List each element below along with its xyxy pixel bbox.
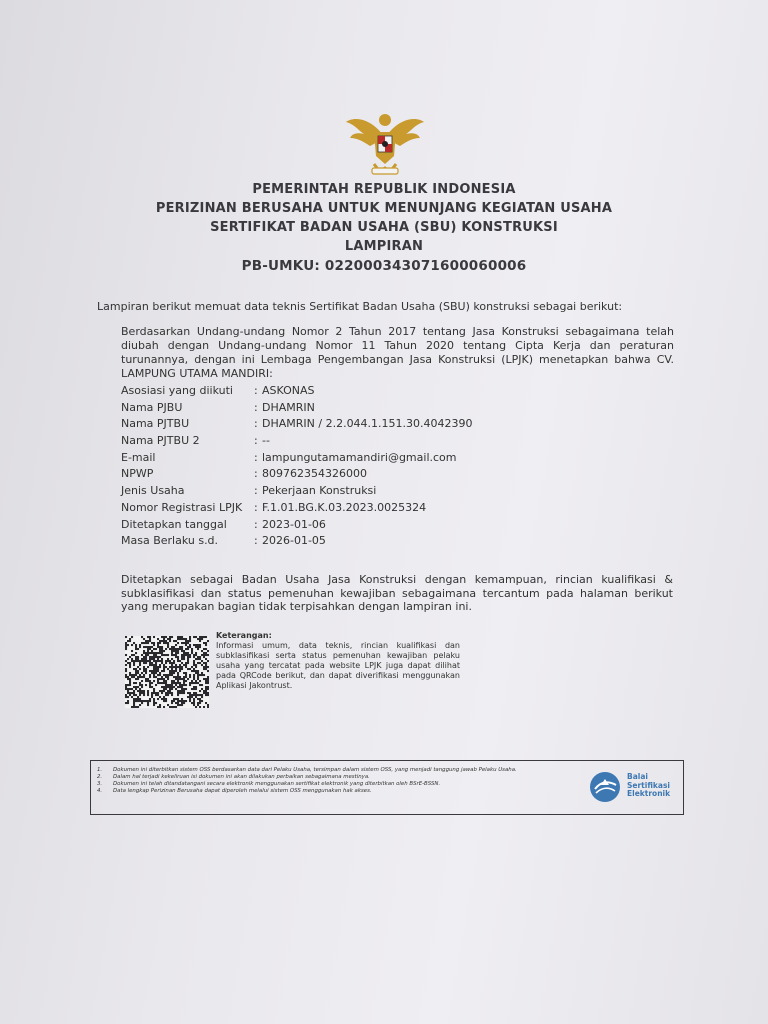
pb-umku-number: PB-UMKU: 022000343071600060006	[241, 258, 527, 274]
footer-note	[97, 788, 587, 795]
field-value: DHAMRIN / 2.2.044.1.151.30.4042390	[262, 417, 473, 431]
field-label: Nama PJTBU 2	[121, 434, 200, 448]
field-value: lampungutamamandiri@gmail.com	[262, 450, 457, 464]
keterangan-body: Informasi umum, data teknis, rincian kualifikasi dan subklasifikasi serta status pemenuhan kewajiban pelaku usaha yang tercatat pada website LPJK juga dapat dilihat pada QRCode berikut, dan dapat diverifikasi menggunakan Aplikasi Jakontrust.	[216, 641, 460, 690]
field-value: Pekerjaan Konstruksi	[262, 484, 377, 498]
field-label: Jenis Usaha	[121, 484, 185, 498]
technical-data-fields	[121, 383, 473, 550]
field-row	[121, 416, 473, 433]
footer-note	[97, 774, 587, 781]
note-number: 3.	[97, 781, 103, 787]
note-number: 1.	[97, 767, 103, 773]
field-colon: :	[254, 434, 258, 448]
determination-paragraph: Ditetapkan sebagai Badan Usaha Jasa Konstruksi dengan kemampuan, rincian kualifikasi & subklasifikasi dan status pemenuhan kewajiban sebagaimana tercantum pada halaman berikut yang merupakan bagian tidak terpisahkan dengan lampiran ini.	[121, 573, 673, 613]
field-label: Masa Berlaku s.d.	[121, 534, 219, 548]
field-colon: :	[254, 467, 258, 481]
field-row	[121, 500, 473, 517]
bse-logo	[589, 770, 683, 804]
field-value: F.1.01.BG.K.03.2023.0025324	[262, 500, 427, 514]
field-label: Ditetapkan tanggal	[121, 517, 227, 531]
footer-notes-box	[90, 760, 684, 815]
document-heading	[0, 180, 768, 276]
bse-logo-icon	[589, 771, 621, 803]
field-label: Nama PJTBU	[121, 417, 190, 431]
garuda-emblem-icon	[344, 108, 426, 180]
field-colon: :	[254, 417, 258, 431]
field-row	[121, 400, 473, 417]
field-colon: :	[254, 534, 258, 548]
field-value: 2026-01-05	[262, 534, 326, 548]
field-colon: :	[254, 484, 258, 498]
legal-basis-paragraph: Berdasarkan Undang-undang Nomor 2 Tahun 2017 tentang Jasa Konstruksi sebagaimana telah diubah dengan Undang-undang Nomor 11 Tahun 2020 tentang Cipta Kerja dan peraturan turunannya, dengan ini Lembaga Pengembangan Jasa Konstruksi (LPJK) menetapkan bahwa CV. LAMPUNG UTAMA MANDIRI:	[121, 325, 674, 380]
note-number: 4.	[97, 788, 103, 794]
footer-note	[97, 781, 587, 788]
permit-title: PERIZINAN BERUSAHA UNTUK MENUNJANG KEGIATAN USAHA	[155, 201, 613, 216]
bse-line-1: Balai	[627, 772, 648, 781]
field-row	[121, 483, 473, 500]
qr-code[interactable]	[125, 636, 209, 708]
footer-notes	[97, 767, 587, 795]
field-row	[121, 450, 473, 467]
note-text: Dalam hal terjadi kekeliruan isi dokumen ini akan dilakukan perbaikan sebagaimana mestinya.	[113, 774, 370, 780]
field-label: Nomor Registrasi LPJK	[121, 500, 243, 514]
note-number: 2.	[97, 774, 103, 780]
keterangan-title: Keterangan:	[216, 631, 272, 640]
field-row	[121, 533, 473, 550]
field-colon: :	[254, 450, 258, 464]
bse-line-3: Elektronik	[627, 789, 671, 798]
field-value: DHAMRIN	[262, 400, 315, 414]
field-value: 2023-01-06	[262, 517, 326, 531]
keterangan-box	[216, 631, 460, 691]
attachment-title: LAMPIRAN	[344, 239, 424, 254]
field-value: --	[262, 434, 270, 448]
field-row	[121, 383, 473, 400]
field-label: NPWP	[121, 467, 154, 481]
field-colon: :	[254, 500, 258, 514]
field-row	[121, 517, 473, 534]
field-label: Asosiasi yang diikuti	[121, 384, 233, 397]
field-colon: :	[254, 517, 258, 531]
field-row	[121, 466, 473, 483]
field-row	[121, 433, 473, 450]
field-value: ASKONAS	[262, 384, 315, 397]
field-value: 809762354326000	[262, 467, 367, 481]
note-text: Dokumen ini diterbitkan sistem OSS berdasarkan data dari Pelaku Usaha, tersimpan dalam sistem OSS, yang menjadi tanggung jawab Pelaku Usaha.	[113, 767, 517, 773]
footer-note	[97, 767, 587, 774]
intro-text: Lampiran berikut memuat data teknis Sertifikat Badan Usaha (SBU) konstruksi sebagai berikut:	[97, 300, 623, 313]
field-colon: :	[254, 400, 258, 414]
field-colon: :	[254, 384, 258, 397]
note-text: Dokumen ini telah ditandatangani secara elektronik menggunakan sertifikat elektronik yang diterbitkan oleh BSrE-BSSN.	[113, 781, 441, 787]
note-text: Data lengkap Perizinan Berusaha dapat diperoleh melalui sistem OSS menggunakan hak akses.	[113, 788, 372, 794]
bse-line-2: Sertifikasi	[627, 780, 670, 790]
field-label: E-mail	[121, 450, 156, 464]
certificate-title: SERTIFIKAT BADAN USAHA (SBU) KONSTRUKSI	[210, 220, 558, 235]
field-label: Nama PJBU	[121, 400, 183, 414]
government-title: PEMERINTAH REPUBLIK INDONESIA	[252, 182, 516, 197]
